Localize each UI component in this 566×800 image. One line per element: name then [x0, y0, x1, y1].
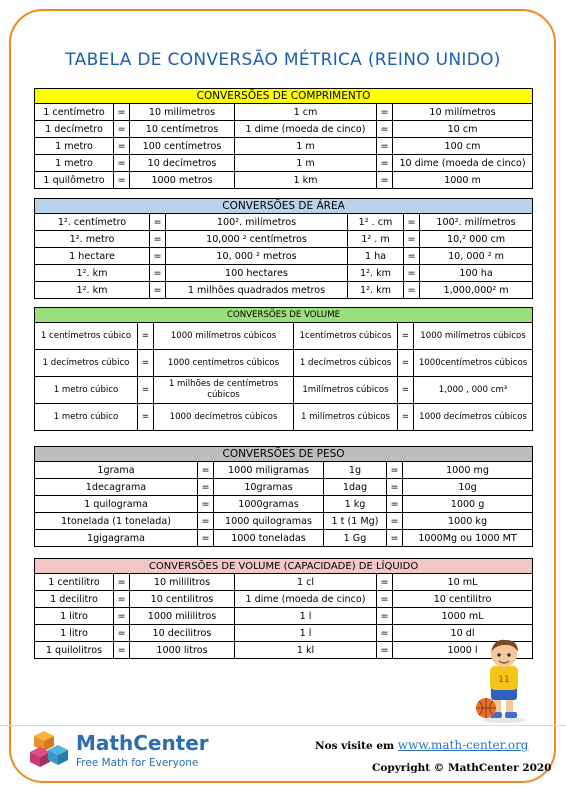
table-cell: 10 milímetros [130, 104, 235, 121]
table-cell: 1 decímetro [35, 121, 114, 138]
equals-cell: = [404, 214, 420, 231]
table-cell: 1 kl [235, 642, 377, 659]
table-header-row [35, 89, 533, 104]
section-header: CONVERSÕES DE COMPRIMENTO [35, 89, 533, 104]
equals-cell: = [114, 574, 130, 591]
table-cell: 1 hectare [35, 248, 150, 265]
table-cell: 1 metro [35, 155, 114, 172]
equals-cell: = [198, 462, 214, 479]
table-cell: 100 hectares [166, 265, 348, 282]
section-header: CONVERSÕES DE VOLUME (CAPACIDADE) DE LÍQUIDO [35, 559, 533, 574]
equals-cell: = [404, 282, 420, 299]
table-cell: 1000 milímetros cúbicos [414, 323, 533, 350]
table-cell: 10 centímetros [130, 121, 235, 138]
equals-cell: = [377, 138, 393, 155]
visit-label: Nos visite em [315, 740, 395, 752]
table-cell: 100 cm [393, 138, 533, 155]
equals-cell: = [377, 155, 393, 172]
brand-name: MathCenter [76, 731, 209, 755]
table-cell: 1decagrama [35, 479, 198, 496]
table-cell: 1000 metros [130, 172, 235, 189]
table-row [35, 608, 533, 625]
table-row [35, 642, 533, 659]
table-cell: 1 milímetros cúbicos [294, 404, 398, 431]
table-cell: 1000 toneladas [214, 530, 324, 547]
liquid-table [34, 558, 533, 659]
section-header: CONVERSÕES DE VOLUME [35, 308, 533, 323]
copyright-text: Copyright © MathCenter 2020 [372, 762, 552, 774]
table-row [35, 574, 533, 591]
table-cell: 1000 milímetros cúbicos [154, 323, 294, 350]
table-cell: 1² . m [348, 231, 404, 248]
table-row [35, 513, 533, 530]
table-cell: 10 milímetros [393, 104, 533, 121]
equals-cell: = [387, 496, 403, 513]
table-cell: 10g [403, 479, 533, 496]
area-table [34, 198, 533, 299]
equals-cell: = [114, 608, 130, 625]
table-cell: 1centímetros cúbicos [294, 323, 398, 350]
table-cell: 10 cm [393, 121, 533, 138]
table-cell: 1². centímetro [35, 214, 150, 231]
equals-cell: = [114, 121, 130, 138]
table-cell: 1 quilômetro [35, 172, 114, 189]
equals-cell: = [398, 377, 414, 404]
table-cell: 1 t (1 Mg) [324, 513, 387, 530]
table-cell: 1000 g [403, 496, 533, 513]
equals-cell: = [377, 608, 393, 625]
table-cell: 1 quilograma [35, 496, 198, 513]
table-cell: 1000 mg [403, 462, 533, 479]
equals-cell: = [114, 104, 130, 121]
table-cell: 1000 kg [403, 513, 533, 530]
table-cell: 1 quilolitros [35, 642, 114, 659]
table-row [35, 625, 533, 642]
table-cell: 1g [324, 462, 387, 479]
table-cell: 1tonelada (1 tonelada) [35, 513, 198, 530]
volume-table [34, 307, 533, 431]
equals-cell: = [150, 231, 166, 248]
equals-cell: = [114, 155, 130, 172]
table-cell: 1gigagrama [35, 530, 198, 547]
table-cell: 1000 m [393, 172, 533, 189]
table-row [35, 172, 533, 189]
table-header-row [35, 199, 533, 214]
table-cell: 10gramas [214, 479, 324, 496]
table-cell: 1 Gg [324, 530, 387, 547]
equals-cell: = [114, 138, 130, 155]
table-cell: 1,000 , 000 cm³ [414, 377, 533, 404]
table-header-row [35, 559, 533, 574]
table-cell: 1 decímetros cúbicos [294, 350, 398, 377]
table-row [35, 138, 533, 155]
equals-cell: = [138, 404, 154, 431]
table-cell: 1000 mL [393, 608, 533, 625]
table-row [35, 104, 533, 121]
equals-cell: = [114, 172, 130, 189]
table-cell: 1000 litros [130, 642, 235, 659]
equals-cell: = [138, 350, 154, 377]
table-row [35, 214, 533, 231]
table-cell: 1000 centímetros cúbicos [154, 350, 294, 377]
table-cell: 1000gramas [214, 496, 324, 513]
equals-cell: = [114, 625, 130, 642]
length-table [34, 88, 533, 189]
table-cell: 10 mililitros [130, 574, 235, 591]
table-cell: 1dag [324, 479, 387, 496]
table-cell: 10 dl [393, 625, 533, 642]
table-cell: 10, 000 ² metros [166, 248, 348, 265]
table-cell: 1 metro [35, 138, 114, 155]
table-header-row [35, 447, 533, 462]
table-cell: 1 kg [324, 496, 387, 513]
table-cell: 1 milhões de centímetros cúbicos [154, 377, 294, 404]
table-cell: 1 cl [235, 574, 377, 591]
table-row [35, 350, 533, 377]
page-title: TABELA DE CONVERSÃO MÉTRICA (REINO UNIDO) [65, 50, 501, 70]
table-cell: 10 decilitros [130, 625, 235, 642]
mathcenter-cubes-logo-icon [30, 729, 70, 769]
equals-cell: = [150, 282, 166, 299]
table-cell: 1grama [35, 462, 198, 479]
table-cell: 10,000 ² centímetros [166, 231, 348, 248]
table-cell: 1 centímetros cúbico [35, 323, 138, 350]
equals-cell: = [150, 248, 166, 265]
equals-cell: = [198, 496, 214, 513]
equals-cell: = [377, 625, 393, 642]
table-cell: 1 m [235, 155, 377, 172]
equals-cell: = [387, 462, 403, 479]
equals-cell: = [398, 323, 414, 350]
table-cell: 10 decímetros [130, 155, 235, 172]
table-cell: 1 l [235, 625, 377, 642]
visit-line [315, 738, 529, 752]
equals-cell: = [377, 121, 393, 138]
table-cell: 1 metro cúbico [35, 404, 138, 431]
table-cell: 100². milímetros [166, 214, 348, 231]
equals-cell: = [138, 377, 154, 404]
table-cell: 100 centímetros [130, 138, 235, 155]
table-header-row [35, 308, 533, 323]
boy-with-basketball-illustration [474, 634, 532, 724]
svg-text:11: 11 [498, 675, 510, 685]
table-row [35, 530, 533, 547]
table-cell: 1 km [235, 172, 377, 189]
table-cell: 10,² 000 cm [420, 231, 533, 248]
table-row [35, 265, 533, 282]
equals-cell: = [198, 479, 214, 496]
equals-cell: = [198, 530, 214, 547]
table-cell: 1 l [235, 608, 377, 625]
table-cell: 1 centímetro [35, 104, 114, 121]
equals-cell: = [377, 591, 393, 608]
website-link[interactable]: www.math-center.org [397, 738, 529, 752]
table-cell: 1². metro [35, 231, 150, 248]
table-cell: 1000Mg ou 1000 MT [403, 530, 533, 547]
equals-cell: = [377, 642, 393, 659]
table-cell: 1 metro cúbico [35, 377, 138, 404]
table-cell: 1 litro [35, 625, 114, 642]
table-cell: 1 milhões quadrados metros [166, 282, 348, 299]
table-cell: 1 decilitro [35, 591, 114, 608]
table-row [35, 323, 533, 350]
table-cell: 1 decímetros cúbico [35, 350, 138, 377]
table-cell: 1000 quilogramas [214, 513, 324, 530]
table-cell: 1000 decímetros cúbicos [154, 404, 294, 431]
brand-tagline: Free Math for Everyone [76, 757, 199, 769]
equals-cell: = [150, 265, 166, 282]
table-cell: 1². km [348, 282, 404, 299]
table-cell: 1². km [35, 282, 150, 299]
equals-cell: = [404, 248, 420, 265]
table-cell: 1000 mililitros [130, 608, 235, 625]
equals-cell: = [387, 479, 403, 496]
table-cell: 100². milímetros [420, 214, 533, 231]
table-row [35, 496, 533, 513]
table-cell: 1,000,000² m [420, 282, 533, 299]
footer-divider [0, 725, 566, 726]
equals-cell: = [387, 513, 403, 530]
equals-cell: = [114, 591, 130, 608]
equals-cell: = [377, 104, 393, 121]
equals-cell: = [377, 172, 393, 189]
table-row [35, 479, 533, 496]
table-row [35, 231, 533, 248]
table-cell: 1². km [348, 265, 404, 282]
table-cell: 1000 decímetros cúbicos [414, 404, 533, 431]
table-row [35, 155, 533, 172]
table-cell: 1 centilitro [35, 574, 114, 591]
table-cell: 10 centilitro [393, 591, 533, 608]
table-cell: 10 dime (moeda de cinco) [393, 155, 533, 172]
table-row [35, 591, 533, 608]
section-header: CONVERSÕES DE ÁREA [35, 199, 533, 214]
table-cell: 1 dime (moeda de cinco) [235, 121, 377, 138]
table-cell: 10 centilitros [130, 591, 235, 608]
table-cell: 1 litro [35, 608, 114, 625]
table-cell: 1². km [35, 265, 150, 282]
table-cell: 1000 l [393, 642, 533, 659]
table-row [35, 377, 533, 404]
equals-cell: = [398, 404, 414, 431]
table-cell: 1 ha [348, 248, 404, 265]
table-row [35, 282, 533, 299]
equals-cell: = [114, 642, 130, 659]
table-cell: 1² . cm [348, 214, 404, 231]
table-cell: 1milímetros cúbicos [294, 377, 398, 404]
weight-table [34, 446, 533, 547]
table-row [35, 121, 533, 138]
table-cell: 1 cm [235, 104, 377, 121]
table-row [35, 404, 533, 431]
table-cell: 10 mL [393, 574, 533, 591]
table-cell: 10, 000 ² m [420, 248, 533, 265]
table-cell: 1000centímetros cúbicos [414, 350, 533, 377]
table-cell: 1 dime (moeda de cinco) [235, 591, 377, 608]
equals-cell: = [138, 323, 154, 350]
equals-cell: = [387, 530, 403, 547]
equals-cell: = [377, 574, 393, 591]
table-cell: 1000 miligramas [214, 462, 324, 479]
equals-cell: = [198, 513, 214, 530]
equals-cell: = [398, 350, 414, 377]
table-cell: 100 ha [420, 265, 533, 282]
equals-cell: = [150, 214, 166, 231]
equals-cell: = [404, 265, 420, 282]
table-row [35, 248, 533, 265]
table-cell: 1 m [235, 138, 377, 155]
equals-cell: = [404, 231, 420, 248]
table-row [35, 462, 533, 479]
section-header: CONVERSÕES DE PESO [35, 447, 533, 462]
